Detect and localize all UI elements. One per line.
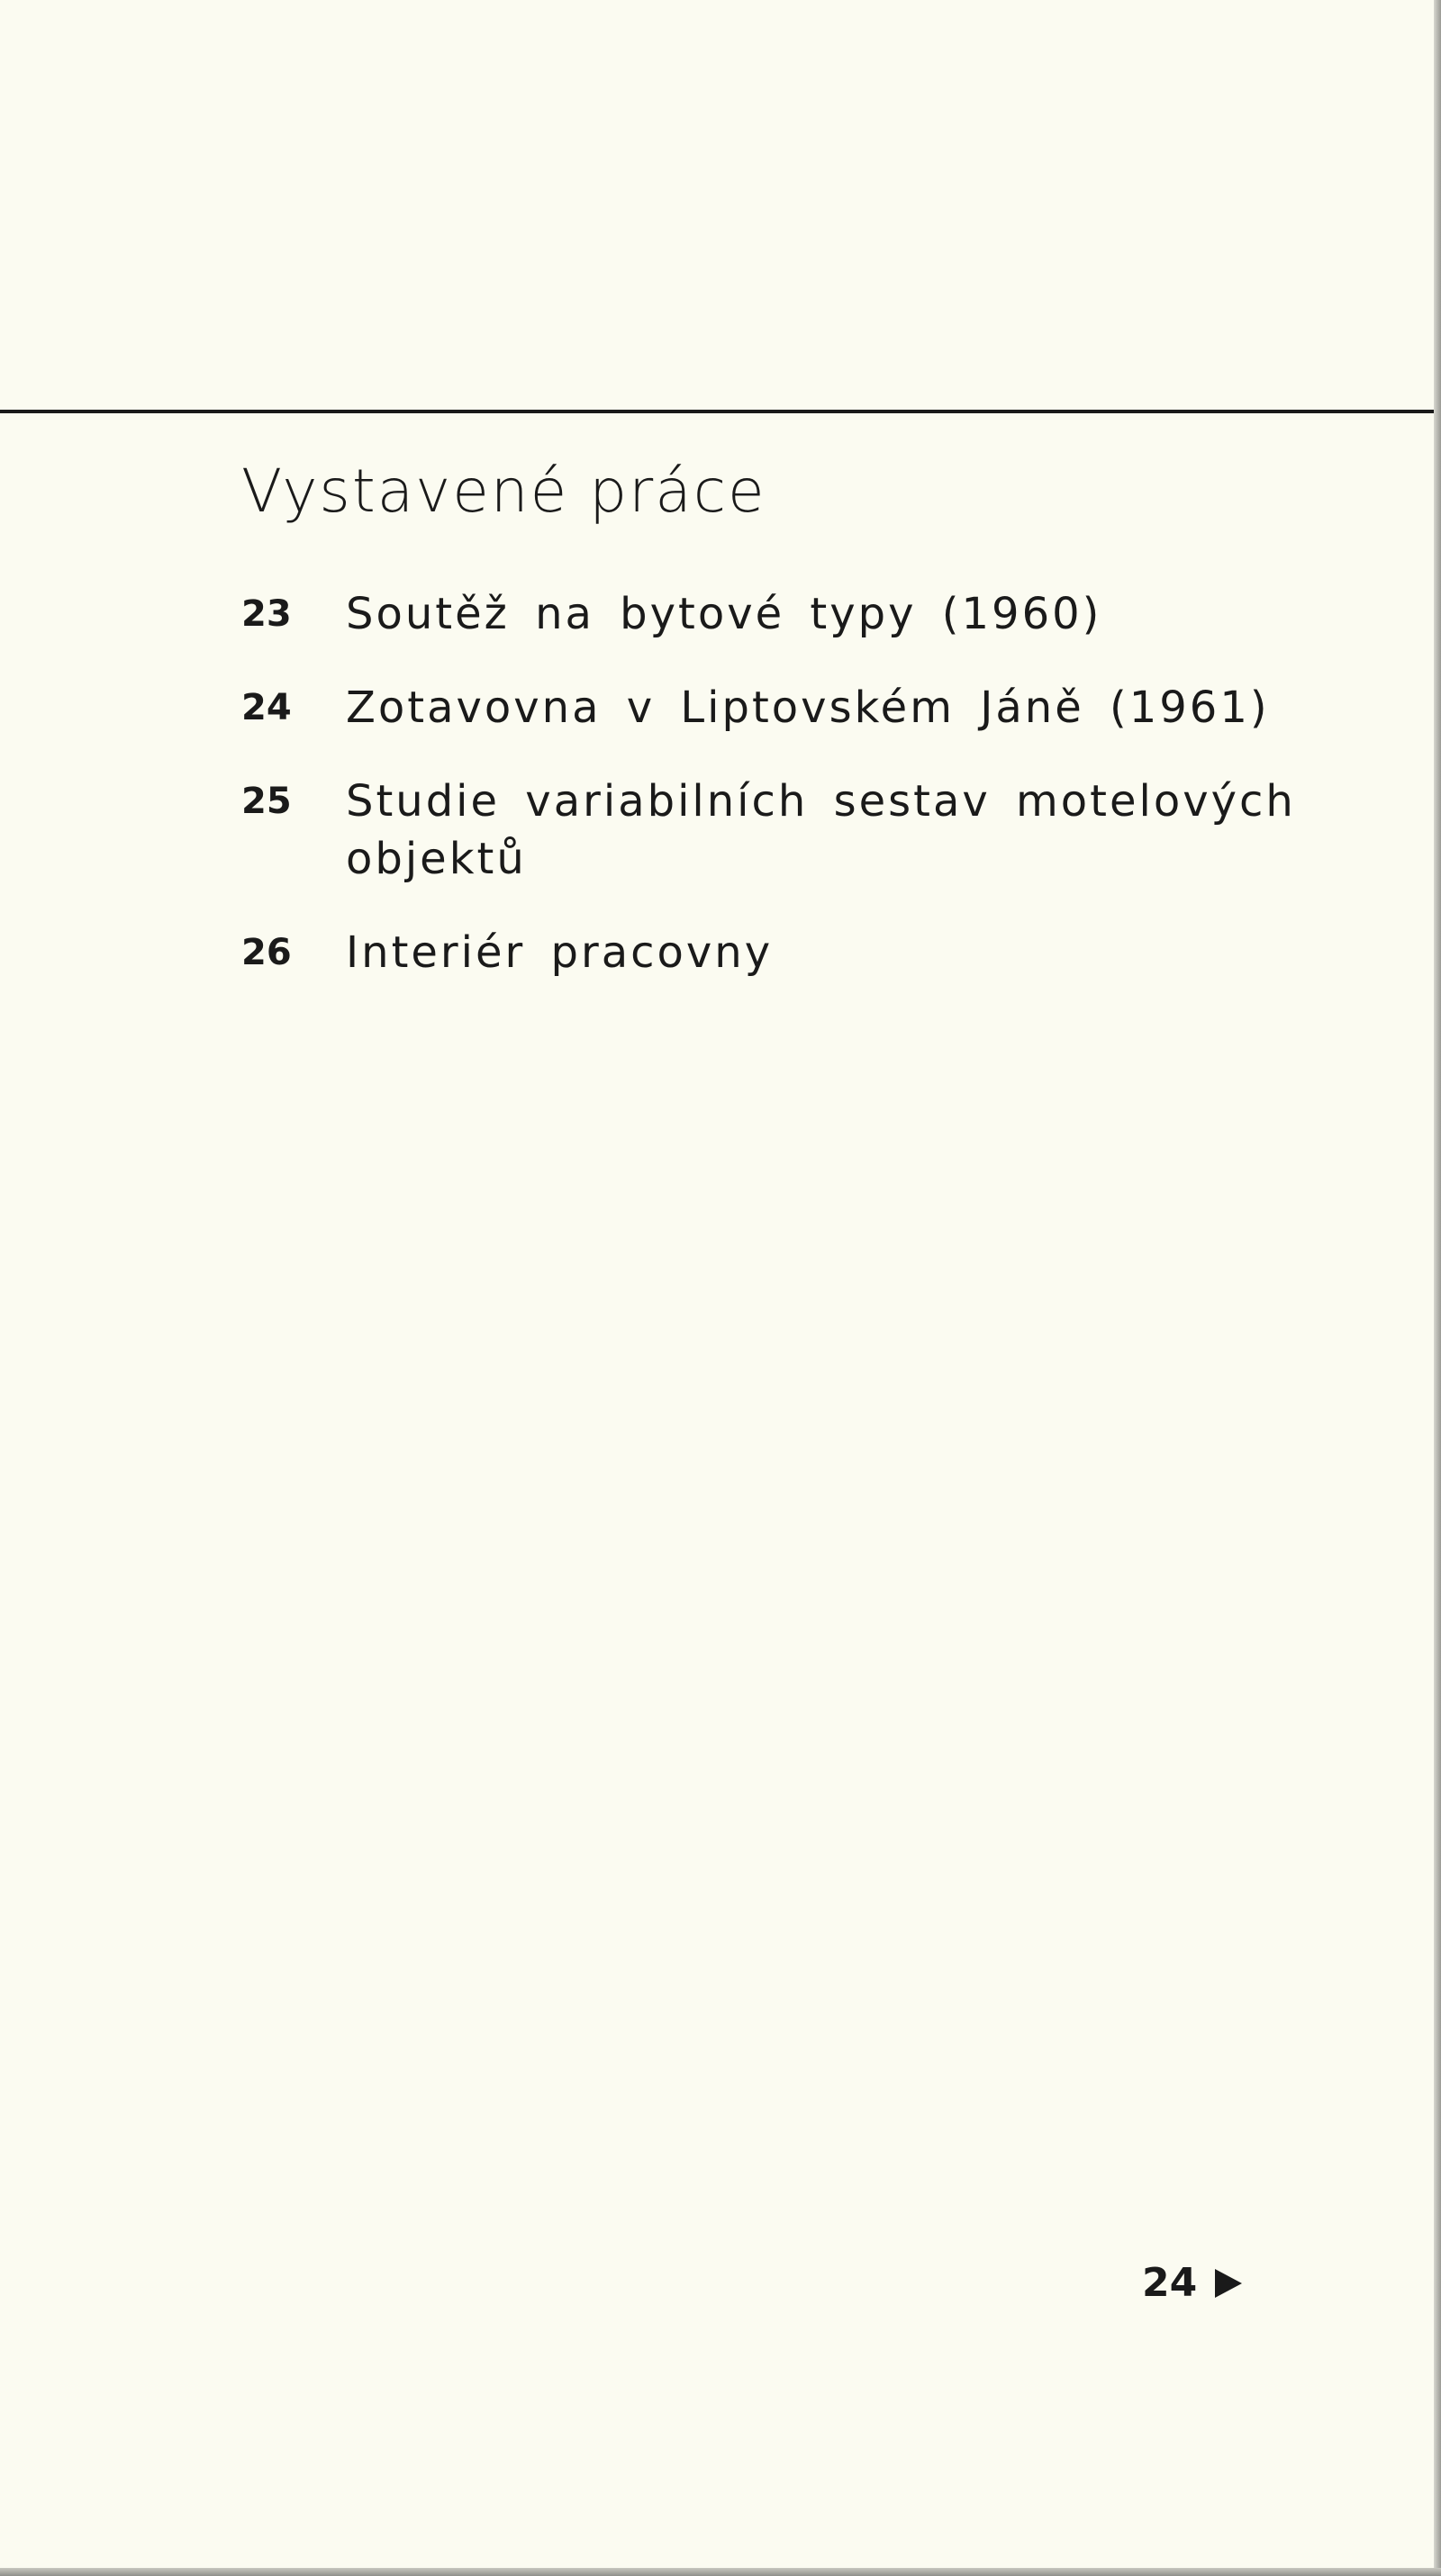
exhibited-works-list: [241, 585, 1304, 1017]
item-title: Studie variabilních sestav motelových objektů: [346, 776, 1296, 884]
page-number: 24: [1142, 2260, 1198, 2306]
list-item: [241, 773, 1304, 888]
item-number: 26: [241, 932, 292, 973]
item-title: Soutěž na bytové typy (1960): [346, 589, 1102, 639]
item-number: 25: [241, 781, 292, 822]
item-number: 23: [241, 593, 292, 635]
page-marker: [1142, 2260, 1242, 2306]
item-title: Zotavovna v Liptovském Jáně (1961): [346, 682, 1270, 733]
page-edge-right: [1434, 0, 1441, 2576]
item-number: 24: [241, 687, 292, 728]
right-triangle-arrow-icon: [1215, 2269, 1242, 2298]
section-heading: Vystavené práce: [241, 456, 766, 526]
item-title: Interiér pracovny: [346, 927, 774, 978]
page-edge-bottom: [0, 2568, 1441, 2576]
list-item: [241, 585, 1304, 643]
list-item: [241, 924, 1304, 981]
list-item: [241, 679, 1304, 737]
horizontal-rule: [0, 410, 1434, 413]
